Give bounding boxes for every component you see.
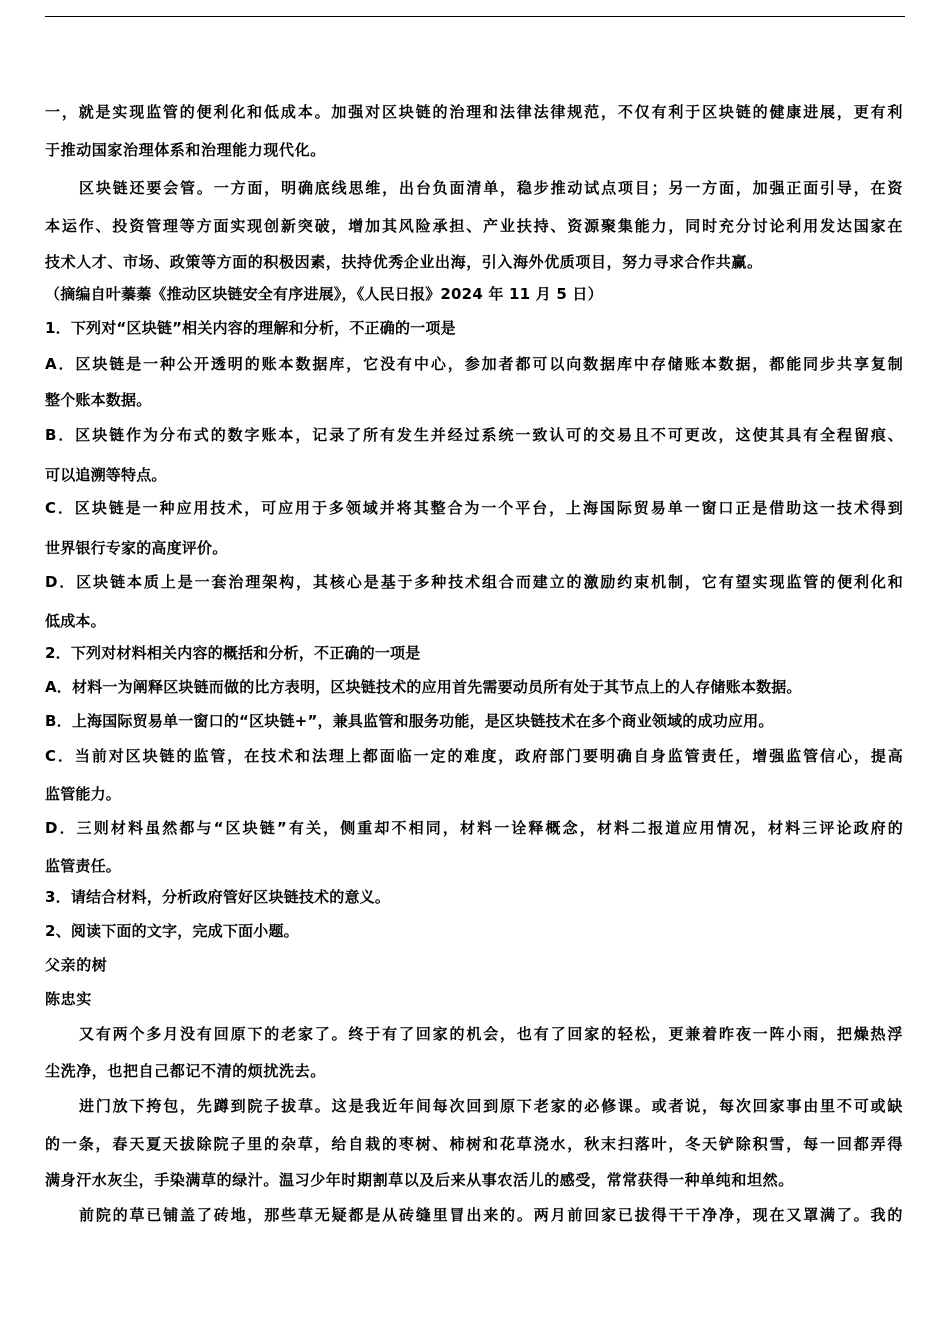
paragraph-line: 满身汗水灰尘，手染满草的绿汁。温习少年时期割草以及后来从事农活儿的感受，常常获得一种单纯和坦然。	[45, 1171, 794, 1189]
option-c: C．区块链是一种应用技术，可应用于多领域并将其整合为一个平台，上海国际贸易单一窗口正是借助这一技术得到	[45, 499, 903, 517]
paragraph-line: 尘洗净，也把自己都记不清的烦扰洗去。	[45, 1062, 326, 1080]
option-d: D．区块链本质上是一套治理架构，其核心是基于多种技术组合而建立的激励约束机制，它有望实现监管的便利化和	[45, 573, 903, 591]
option-c: C．当前对区块链的监管，在技术和法理上都面临一定的难度，政府部门要明确自身监管责任，增强监管信心，提高	[45, 747, 903, 765]
paragraph-line: 一，就是实现监管的便利化和低成本。加强对区块链的治理和法律法律规范，不仅有利于区块链的健康进展，更有利	[45, 103, 903, 121]
option-a: A．区块链是一种公开透明的账本数据库，它没有中心，参加者都可以向数据库中存储账本数据，都能同步共享复制	[45, 355, 903, 373]
section-heading: 2、阅读下面的文字，完成下面小题。	[45, 922, 299, 940]
paragraph-line: 进门放下挎包，先蹲到院子拔草。这是我近年间每次回到原下老家的必修课。或者说，每次回家事由里不可或缺	[79, 1097, 903, 1115]
story-title: 父亲的树	[45, 956, 108, 974]
story-author: 陈忠实	[45, 990, 92, 1008]
paragraph-line: 于推动国家治理体系和治理能力现代化。	[45, 141, 326, 159]
question-stem: 2．下列对材料相关内容的概括和分析，不正确的一项是	[45, 644, 421, 662]
paragraph-line: 本运作、投资管理等方面实现创新突破，增加其风险承担、产业扶持、资源聚集能力，同时充分讨论利用发达国家在	[45, 217, 903, 235]
document-body	[45, 95, 903, 1233]
option-b: B．上海国际贸易单一窗口的“区块链+”，兼具监管和服务功能，是区块链技术在多个商业领域的成功应用。	[45, 712, 774, 730]
option-d-cont: 低成本。	[45, 612, 106, 630]
source-citation: （摘编自叶蓁蓁《推动区块链安全有序进展》，《人民日报》2024 年 11 月 5 日）	[45, 285, 603, 303]
question-stem: 1．下列对“区块链”相关内容的理解和分析，不正确的一项是	[45, 319, 456, 337]
option-a-cont: 整个账本数据。	[45, 391, 152, 409]
option-d: D．三则材料虽然都与“区块链”有关，侧重却不相同，材料一诠释概念，材料二报道应用情况，材料三评论政府的	[45, 819, 903, 837]
paragraph-line: 技术人才、市场、政策等方面的积极因素，扶持优秀企业出海，引入海外优质项目，努力寻求合作共赢。	[45, 253, 763, 271]
header-rule	[45, 16, 905, 17]
paragraph-line: 区块链还要会管。一方面，明确底线思维，出台负面清单，稳步推动试点项目；另一方面，加强正面引导，在资	[79, 179, 903, 197]
paragraph-line: 的一条，春天夏天拔除院子里的杂草，给自栽的枣树、柿树和花草浇水，秋末扫落叶，冬天铲除积雪，每一回都弄得	[45, 1135, 903, 1153]
option-d-cont: 监管责任。	[45, 857, 122, 875]
option-a: A．材料一为阐释区块链而做的比方表明，区块链技术的应用首先需要动员所有处于其节点上的人存储账本数据。	[45, 678, 802, 696]
paragraph-line: 前院的草已铺盖了砖地，那些草无疑都是从砖缝里冒出来的。两月前回家已拔得干干净净，现在又罩满了。我的	[79, 1206, 903, 1224]
option-b-cont: 可以追溯等特点。	[45, 466, 167, 484]
option-b: B．区块链作为分布式的数字账本，记录了所有发生并经过系统一致认可的交易且不可更改，这使其具有全程留痕、	[45, 426, 903, 444]
paragraph-line: 又有两个多月没有回原下的老家了。终于有了回家的机会，也有了回家的轻松，更兼着昨夜一阵小雨，把燥热浮	[79, 1025, 903, 1043]
option-c-cont: 监管能力。	[45, 785, 122, 803]
question-stem: 3．请结合材料，分析政府管好区块链技术的意义。	[45, 888, 391, 906]
option-c-cont: 世界银行专家的高度评价。	[45, 539, 228, 557]
